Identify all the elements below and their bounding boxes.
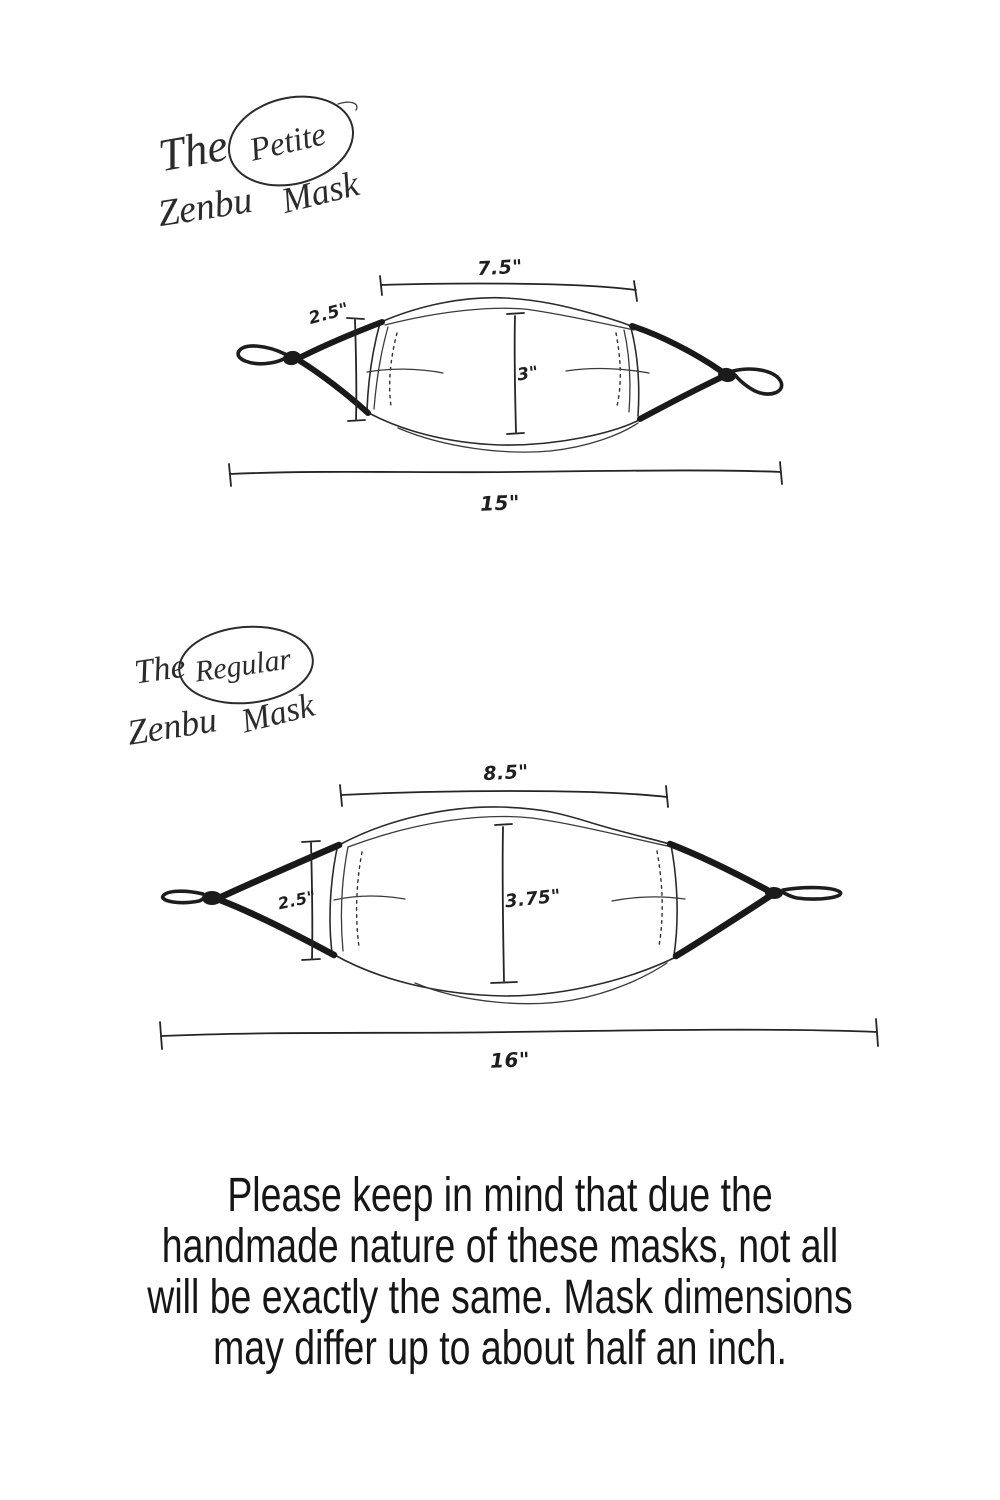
petite-total-width-dimension-line	[229, 462, 782, 486]
strap-lower	[300, 361, 368, 413]
right-edge-inner	[624, 330, 630, 412]
bottom-edge-seam	[415, 963, 667, 1004]
petite-mask-body	[367, 298, 649, 452]
regular-total-width-label: 16"	[489, 1047, 531, 1073]
disclaimer-line-1: Please keep in mind that due the	[227, 1169, 773, 1222]
right-edge-outer	[671, 845, 677, 955]
petite-left-ear-strap	[238, 322, 382, 413]
right-stitch-line	[657, 851, 662, 946]
dim-line	[161, 1030, 877, 1036]
regular-total-width-dimension-line	[160, 1019, 878, 1049]
dim-tick-right	[876, 1019, 878, 1046]
petite-top-width-dimension-line	[380, 276, 637, 301]
dim-line	[515, 316, 516, 432]
dim-tick-top	[302, 841, 320, 842]
dim-line	[503, 827, 504, 981]
regular-side-height-label: 2.5"	[276, 886, 318, 914]
regular-top-width-label: 8.5"	[482, 760, 530, 786]
top-edge-outer	[381, 298, 633, 327]
strap-lower	[220, 900, 334, 955]
left-pleat-line	[334, 896, 405, 900]
left-edge-outer	[330, 844, 338, 953]
dim-tick-bottom	[507, 433, 524, 434]
petite-center-height-label: 3"	[515, 362, 541, 386]
strap-upper	[221, 845, 339, 897]
ear-loop	[163, 891, 205, 902]
right-edge-outer	[631, 328, 639, 416]
dim-tick-bottom	[348, 420, 365, 421]
dim-line	[341, 791, 667, 797]
regular-top-width-dimension-line	[340, 785, 668, 807]
left-edge-outer	[367, 323, 380, 411]
dim-tick-top	[495, 824, 512, 825]
right-pleat-line	[612, 897, 685, 901]
ear-loop	[783, 888, 841, 900]
regular-mask-drawing	[160, 621, 878, 1049]
dim-tick-bottom	[302, 959, 320, 960]
petite-title-the: The	[154, 118, 232, 182]
petite-title-mask: Mask	[277, 163, 363, 221]
petite-title-zenbu: Zenbu	[154, 178, 256, 236]
bottom-edge-outer	[333, 954, 678, 996]
petite-side-height-label: 2.5"	[306, 299, 352, 329]
petite-top-width-label: 7.5"	[476, 255, 524, 281]
strap-knot	[765, 887, 783, 899]
strap-upper	[670, 844, 767, 890]
regular-title-circled-word: Regular	[192, 642, 294, 689]
dim-tick-left	[160, 1022, 162, 1049]
top-edge-outer	[341, 807, 670, 844]
top-edge-seam	[385, 308, 634, 330]
strap-upper	[632, 326, 721, 371]
dim-line	[381, 284, 636, 291]
disclaimer-line-4: may differ up to about half an inch.	[213, 1322, 787, 1375]
handmade-disclaimer	[0, 1170, 1000, 1374]
dim-tick-right	[634, 281, 637, 301]
strap-lower	[676, 896, 770, 956]
dim-tick-right	[780, 462, 782, 484]
dim-line	[230, 470, 781, 474]
dim-tick-bottom	[491, 982, 517, 983]
regular-center-height-label: 3.75"	[503, 885, 563, 913]
regular-right-ear-strap	[670, 844, 841, 956]
dim-tick-left	[229, 464, 231, 486]
dim-tick-left	[340, 785, 342, 806]
disclaimer-line-2: handmade nature of these masks, not all	[161, 1220, 839, 1273]
petite-total-width-label: 15"	[479, 490, 521, 516]
ear-loop	[733, 369, 782, 394]
left-stitch-line	[357, 852, 362, 947]
strap-lower	[640, 378, 720, 419]
dim-tick-top	[507, 313, 524, 314]
regular-title-the: The	[132, 647, 188, 692]
regular-title-zenbu: Zenbu	[124, 699, 220, 753]
dim-tick-right	[666, 786, 668, 807]
petite-title-circled-word: Petite	[246, 116, 330, 169]
dim-tick-left	[380, 276, 382, 295]
right-pleat-line	[566, 369, 649, 373]
disclaimer-line-3: will be exactly the same. Mask dimensions	[147, 1271, 853, 1324]
ear-loop	[238, 346, 287, 364]
petite-right-ear-strap	[632, 326, 782, 419]
regular-title-mask: Mask	[237, 686, 319, 741]
